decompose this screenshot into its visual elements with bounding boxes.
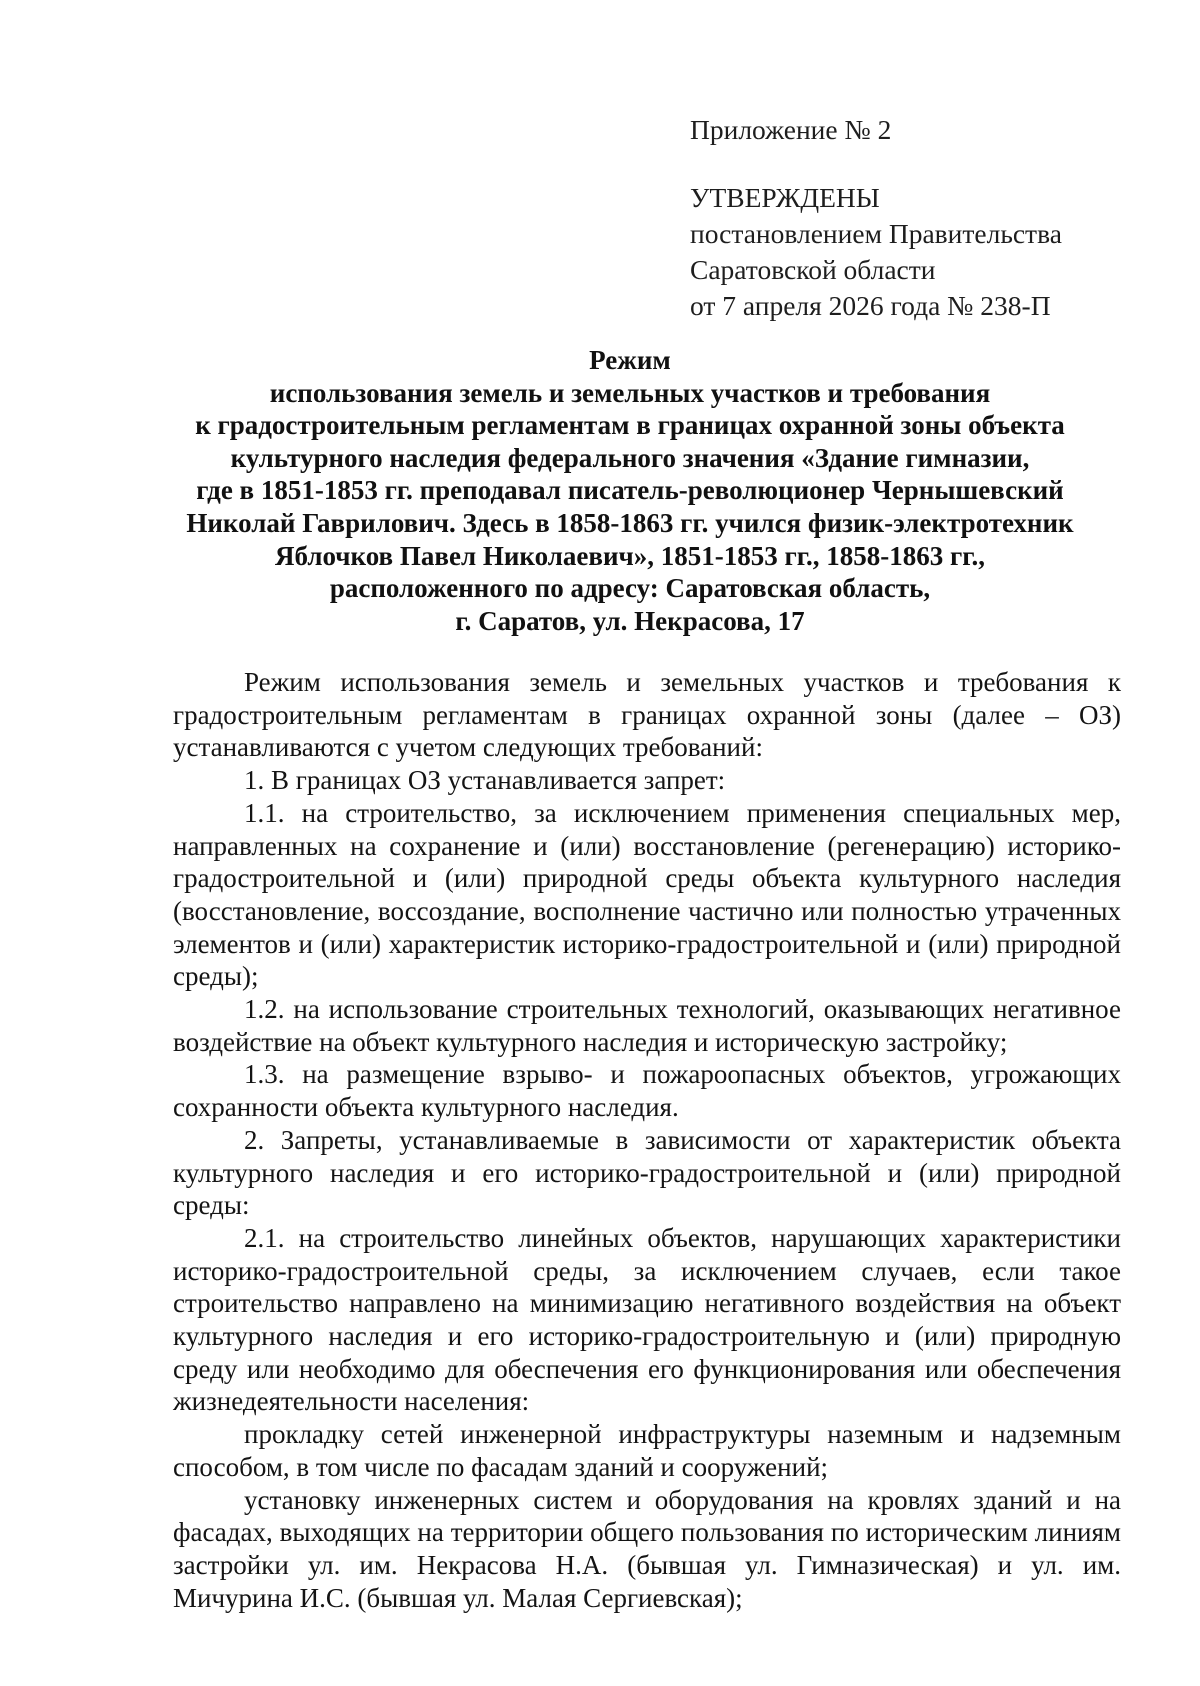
title-line: г. Саратов, ул. Некрасова, 17 bbox=[455, 605, 805, 636]
sub-item-networks: прокладку сетей инженерной инфраструктуры наземным и надземным способом, в том числе по фасадам зданий и сооружений; bbox=[173, 1419, 1121, 1482]
intro-paragraph: Режим использования земель и земельных участков и требования к градостроительным регламентам в границах охранной зоны (далее – ОЗ) устанавливаются с учетом следующих требований: bbox=[173, 667, 1121, 763]
approval-line: от 7 апреля 2026 года № 238-П bbox=[690, 290, 1051, 321]
clause-1-2: 1.2. на использование строительных технологий, оказывающих негативное воздействие на объект культурного наследия и историческую застройку; bbox=[173, 994, 1121, 1057]
approved-heading: УТВЕРЖДЕНЫ bbox=[690, 182, 880, 213]
approval-block bbox=[690, 112, 1130, 324]
title-line: использования земель и земельных участков и требования bbox=[269, 377, 991, 408]
clause-2-1: 2.1. на строительство линейных объектов, нарушающих характеристики историко-градостроительной среды, за исключением случаев, если такое строительство направлено на минимизацию негативного воздействия на объект культурного наследия и его историко-градостроительную и (или) природную среду или необходимо для обеспечения его функционирования или обеспечения жизнедеятельности населения: bbox=[173, 1222, 1121, 1417]
approval-line: Саратовской области bbox=[690, 254, 936, 285]
document-title bbox=[150, 344, 1110, 637]
title-line: Режим bbox=[589, 345, 671, 375]
title-line: культурного наследия федерального значения «Здание гимназии, bbox=[230, 442, 1030, 473]
appendix-number: Приложение № 2 bbox=[690, 114, 892, 145]
clause-2: 2. Запреты, устанавливаемые в зависимости от характеристик объекта культурного наследия и его историко-градостроительной и (или) природной среды: bbox=[173, 1124, 1121, 1221]
clause-1: 1. В границах ОЗ устанавливается запрет: bbox=[244, 765, 726, 796]
title-line: где в 1851-1853 гг. преподавал писатель-революционер Чернышевский bbox=[196, 475, 1064, 506]
clause-1-1: 1.1. на строительство, за исключением применения специальных мер, направленных на сохранение и (или) восстановление (регенерацию) историко-градостроительной и (или) природной среды объекта культурного наследия (восстановление, воссоздание, восполнение частично или полностью утраченных элементов и (или) характеристик историко-градостроительной и (или) природной среды); bbox=[173, 797, 1121, 992]
document-body bbox=[173, 666, 1121, 1614]
clause-1-3: 1.3. на размещение взрыво- и пожароопасных объектов, угрожающих сохранности объекта культурного наследия. bbox=[173, 1059, 1121, 1123]
title-line: Николай Гаврилович. Здесь в 1858-1863 гг. учился физик-электротехник bbox=[186, 507, 1074, 538]
title-line: к градостроительным регламентам в границах охранной зоны объекта bbox=[195, 410, 1065, 441]
title-line: Яблочков Павел Николаевич», 1851-1853 гг., 1858-1863 гг., bbox=[275, 540, 985, 571]
sub-item-equipment: установку инженерных систем и оборудования на кровлях зданий и на фасадах, выходящих на территории общего пользования по историческим линиям застройки ул. им. Некрасова Н.А. (бывшая ул. Гимназическая) и ул. им. Мичурина И.С. (бывшая ул. Малая Сергиевская); bbox=[173, 1484, 1121, 1613]
approval-line: постановлением Правительства bbox=[690, 218, 1062, 249]
title-line: расположенного по адресу: Саратовская область, bbox=[329, 573, 931, 604]
